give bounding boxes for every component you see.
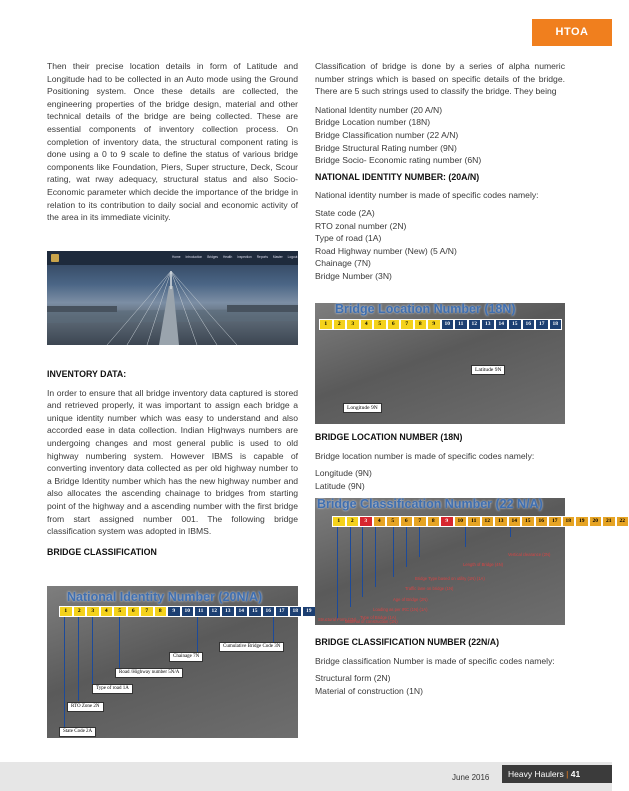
inventory-paragraph: In order to ensure that all bridge inventory data captured is stored and retrieved properly, it was important to assign each bridge a unique identity number which was easy to understand and also accorded ease in data collection. Indian Highways numbers are undergoing changes and most general public is used to old highway numbering system. However IBMS is capable of converting inventory data collected as per old highway number to a Bridge Identity number which has the new highway number and also allocates the ascending chainage to bridges from starting point of the highway and a ascending number with the first bridge from start assigned number 001. The following bridge classification system was adopted in IBMS. <box>47 387 298 537</box>
loc-label-latitude: Latitude 9N <box>471 365 505 375</box>
photo-nav-item: Home <box>172 255 181 259</box>
nid-cell: 6 <box>127 606 141 617</box>
nid-code-item: Type of road (1A) <box>315 233 382 244</box>
nid-cell: 8 <box>154 606 168 617</box>
cls-label-age: Age of Bridge (2N) <box>393 597 428 602</box>
nid-cell: 5 <box>113 606 127 617</box>
cls-cell: 7 <box>413 516 427 527</box>
loc-cell: 7 <box>400 319 414 330</box>
cls-cell: 10 <box>454 516 468 527</box>
nid-label-road-type: Type of road 1A <box>92 684 133 694</box>
cls-cell: 11 <box>467 516 481 527</box>
cls-cell: 22 <box>616 516 629 527</box>
cls-cell: 4 <box>373 516 387 527</box>
classification-section <box>315 636 565 697</box>
page-number: 41 <box>570 769 581 779</box>
loc-cell: 6 <box>387 319 401 330</box>
nid-code-item: Chainage (7N) <box>315 258 371 269</box>
nid-label-rto: RTO Zone 2N <box>67 702 104 712</box>
photo-nav-item: Reports <box>256 255 268 259</box>
cls-heading: BRIDGE CLASSIFICATION NUMBER (22N/A) <box>315 637 500 647</box>
cls-cell: 13 <box>494 516 508 527</box>
loc-codes-list <box>315 467 565 492</box>
nid-cell: 16 <box>262 606 276 617</box>
photo-nav-item: Bridges <box>207 255 218 259</box>
cls-cell: 2 <box>346 516 360 527</box>
nid-code-item: Bridge Number (3N) <box>315 270 392 281</box>
loc-cell: 5 <box>373 319 387 330</box>
loc-cell: 16 <box>522 319 536 330</box>
loc-graphic-title: Bridge Location Number (18N) <box>335 302 516 316</box>
nid-cell: 3 <box>86 606 100 617</box>
nid-cell: 17 <box>275 606 289 617</box>
photo-nav-item: Health <box>223 255 233 259</box>
photo-nav-item: Inspection <box>237 255 252 259</box>
photo-nav-item: Logout <box>287 255 298 259</box>
location-section <box>315 431 565 492</box>
classification-heading: BRIDGE CLASSIFICATION <box>47 546 157 557</box>
cls-cell: 5 <box>386 516 400 527</box>
loc-cell: 12 <box>468 319 482 330</box>
cls-text: Bridge classification Number is made of specific codes namely: <box>315 655 555 666</box>
nid-cell: 10 <box>181 606 195 617</box>
magazine-name: Heavy Haulers <box>508 769 564 779</box>
cls-label-bridge-type: Type of Bridge (1A) <box>360 615 397 620</box>
cls-cell: 8 <box>427 516 441 527</box>
nid-heading: NATIONAL IDENTITY NUMBER: (20A/N) <box>315 171 480 182</box>
loc-cell: 1 <box>319 319 333 330</box>
cls-cell: 1 <box>332 516 346 527</box>
cls-cell: 19 <box>575 516 589 527</box>
left-column <box>47 60 298 224</box>
string-item: Bridge Classification number (22 A/N) <box>315 129 459 140</box>
cls-cell: 20 <box>589 516 603 527</box>
cls-cell: 9 <box>440 516 454 527</box>
right-column <box>315 60 565 283</box>
loc-cell: 15 <box>508 319 522 330</box>
cls-label-utility: Bridge Type based on utility (1N) (1A) <box>415 576 485 581</box>
loc-cell: 4 <box>360 319 374 330</box>
loc-cell: 3 <box>346 319 360 330</box>
string-item: Bridge Structural Rating number (9N) <box>315 142 457 153</box>
loc-text: Bridge location number is made of specific codes namely: <box>315 450 535 461</box>
loc-cell: 9 <box>427 319 441 330</box>
loc-heading: BRIDGE LOCATION NUMBER (18N) <box>315 432 463 442</box>
photo-nav-item: Master <box>272 255 283 259</box>
cls-label-loading: Loading as per IRC (1N) (1A) <box>373 607 428 612</box>
cls-label-structural: Structural Form (2N) <box>318 617 357 622</box>
nid-text: National identity number is made of specific codes namely: <box>315 190 539 201</box>
footer-magazine <box>502 765 612 783</box>
cls-cell: 3 <box>359 516 373 527</box>
cls-codes-list <box>315 672 565 697</box>
footer-separator: | <box>566 769 569 779</box>
cls-graphic-title: Bridge Classification Number (22 N/A) <box>317 497 543 511</box>
loc-code-item: Longitude (9N) <box>315 468 372 479</box>
classification-graphic <box>315 497 625 625</box>
intro-paragraph: Then their precise location details in form of Latitude and Longitude had to be collected in an Auto mode using the Ground Positioning system. Once these details are collected, the engineering properties of the bridge design, material and other technical details of the bridge are being collected. These are essential components of inventory collection process. On completion of inventory data, the structural component rating is done using a 0 to 9 scale to define the status of various bridge components like Foundation, Piers, Super structure, Deck, Scour rating, wat rway adequacy, structural status and also Socio- Economic parameter which decide the importance of the bridge in relation to its contribution to daily social and economic activity of the area in its immediate vicinity. <box>47 61 298 223</box>
cls-cell: 16 <box>535 516 549 527</box>
nid-label-bridge-code: Cumulative Bridge Code 3N <box>219 642 284 652</box>
inventory-section <box>47 368 298 558</box>
nid-label-chainage: Chainage 7N <box>169 652 203 662</box>
loc-code-item: Latitude (9N) <box>315 480 365 491</box>
footer-date: June 2016 <box>452 773 490 782</box>
classification-intro: Classification of bridge is done by a series of alpha numeric number strings which is based on specific details of the bridge. There are 5 such strings used to classify the bridge. They being <box>315 61 565 97</box>
national-identity-graphic <box>47 586 312 738</box>
section-tag: HTOA <box>532 19 612 46</box>
nid-cell: 15 <box>248 606 262 617</box>
loc-label-longitude: Longitude 9N <box>343 403 382 413</box>
cls-cell: 18 <box>562 516 576 527</box>
photo-nav-item: Introduction <box>185 255 203 259</box>
loc-cell: 18 <box>549 319 563 330</box>
nid-cell: 13 <box>221 606 235 617</box>
bridge-photo <box>47 251 298 345</box>
cls-code-item: Material of construction (1N) <box>315 685 423 696</box>
bridge-illustration <box>47 251 298 345</box>
nid-cell: 1 <box>59 606 73 617</box>
inventory-heading: INVENTORY DATA: <box>47 369 127 379</box>
nid-cell: 11 <box>194 606 208 617</box>
cls-cell: 12 <box>481 516 495 527</box>
loc-cell: 13 <box>481 319 495 330</box>
nid-code-item: Road Highway number (New) (5 A/N) <box>315 245 457 256</box>
nid-label-state: State Code 2A <box>59 727 96 737</box>
nid-cell: 2 <box>73 606 87 617</box>
nid-cell: 4 <box>100 606 114 617</box>
nid-cell: 7 <box>140 606 154 617</box>
nid-graphic-title: National Identity Number (20N/A) <box>67 590 263 604</box>
cls-cell: 14 <box>508 516 522 527</box>
strings-list <box>315 104 565 167</box>
nid-label-highway: Road /Highway number 5N/A <box>115 668 183 678</box>
string-item: Bridge Socio- Economic rating number (6N) <box>315 155 482 166</box>
nid-code-item: RTO zonal number (2N) <box>315 220 407 231</box>
cls-label-vertical-clearance: Vertical clearance (2N) <box>508 552 551 557</box>
nid-cell: 9 <box>167 606 181 617</box>
loc-cell: 2 <box>333 319 347 330</box>
cls-label-traffic: Traffic lane on bridge (1N) <box>405 586 454 591</box>
loc-cell: 10 <box>441 319 455 330</box>
nid-cell: 19 <box>302 606 316 617</box>
nid-cell: 12 <box>208 606 222 617</box>
nid-code-item: State code (2A) <box>315 207 375 218</box>
cls-code-item: Structural form (2N) <box>315 673 391 684</box>
string-item: Bridge Location number (18N) <box>315 117 431 128</box>
nid-cell: 18 <box>289 606 303 617</box>
loc-cell: 11 <box>454 319 468 330</box>
loc-cell: 17 <box>535 319 549 330</box>
cls-label-length: Length of Bridge (4N) <box>463 562 504 567</box>
nid-codes-list <box>315 207 565 283</box>
cls-cell: 15 <box>521 516 535 527</box>
cls-label-material: Material of construction (1N) <box>345 619 398 624</box>
loc-cell: 14 <box>495 319 509 330</box>
cls-cell: 21 <box>602 516 616 527</box>
cls-cell: 17 <box>548 516 562 527</box>
nid-cell: 14 <box>235 606 249 617</box>
location-graphic <box>315 303 565 424</box>
loc-cell: 8 <box>414 319 428 330</box>
string-item: National Identity number (20 A/N) <box>315 104 443 115</box>
cls-cell: 6 <box>400 516 414 527</box>
